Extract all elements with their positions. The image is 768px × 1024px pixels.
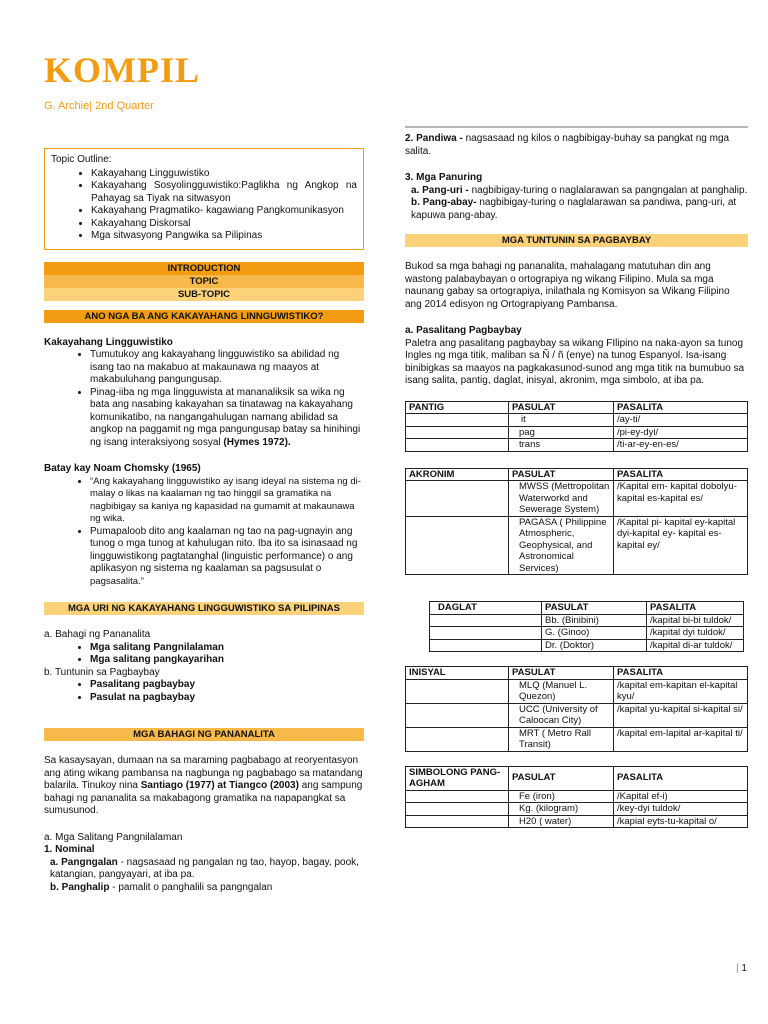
table-cell <box>430 639 542 652</box>
list-item: • “Ang kakayahang lingguwistiko ay isang ideyal na sistema ng di-malay o likas na kaalaman ng tao hinggil sa gramatika na nagbibigay sa kaniya ng kapasidad na gumamit at makaunawa ng wika. <box>90 476 364 526</box>
uri-a: a. Bahagi ng Pananalita <box>44 629 151 640</box>
daglat-table <box>429 601 744 652</box>
table-header: PASALITA <box>614 468 748 481</box>
table-cell: /Kapital pi- kapital ey-kapital dyi-kapital ey- kapital es- kapital ey/ <box>614 516 748 575</box>
table-row <box>406 790 748 803</box>
table-header: AKRONIM <box>406 468 509 481</box>
list-item: • Pasalitang pagbaybay <box>90 679 364 692</box>
topic-outline-list <box>51 168 357 243</box>
chomsky-heading-text: Batay kay Noam Chomsky <box>44 463 170 474</box>
table-cell: H20 ( water) <box>509 815 614 828</box>
table-cell: Kg. (kilogram) <box>509 803 614 816</box>
table-cell: PAGASA ( Philippine Atmospheric, Geophysical, and Astronomical Services) <box>509 516 614 575</box>
outline-item: • Kakayahang Diskorsal <box>91 218 357 231</box>
salitang-pangnilalaman: a. Mga Salitang Pangnilalaman <box>44 831 183 843</box>
table-cell <box>406 790 509 803</box>
bahagi-paragraph <box>44 755 364 818</box>
list-item <box>90 526 364 589</box>
table-cell: MLQ (Manuel L. Quezon) <box>509 679 614 703</box>
table-cell: /kapital bi-bi tuldok/ <box>647 614 744 627</box>
table-cell <box>406 439 509 452</box>
table-header-row <box>406 667 748 680</box>
table-cell: Fe (iron) <box>509 790 614 803</box>
table-header: PASALITA <box>614 766 748 790</box>
table-header-row <box>406 468 748 481</box>
table-header: PASULAT <box>509 401 614 414</box>
kakayahang-heading: Kakayahang Lingguwistiko <box>44 336 173 348</box>
bahagi-citation: Santiago (1977) at Tiangco (2003) <box>140 780 299 791</box>
list-item: • Mga salitang Pangnilalaman <box>90 642 364 655</box>
table-header: SIMBOLONG PANG-AGHAM <box>406 766 509 790</box>
header-rule <box>405 126 748 128</box>
table-cell: /Kapital em- kapital dobolyu-kapital es-kapital es/ <box>614 481 748 517</box>
pangngalan-def <box>44 857 364 882</box>
pantig-table <box>405 401 748 452</box>
table-header: PASULAT <box>509 667 614 680</box>
chomsky-list <box>44 476 364 589</box>
page-number <box>736 963 747 976</box>
right-column <box>405 133 748 828</box>
panguri-text: nagbibigay-turing o naglalarawan sa pangngalan at panghalip. <box>468 184 748 196</box>
table-row <box>406 481 748 517</box>
pasalitang-text: Paletra ang pasalitang pagbaybay sa wikang FIlipino na naka-ayon sa tunog Ingles ng mga titik, maliban sa Ñ / ñ (enye) na tunog Espanyol. Isa-isang binibigkas sa maayos na pagkakasunod-sunod ang mga titik na bumubuo sa isang salita, pantig, daglat, inisyal, akronim, mga simbolo, at iba pa. <box>405 337 745 386</box>
page-separator: | <box>736 963 739 974</box>
list-item-end: pagsasalita.” <box>90 575 144 587</box>
pangabay-term: b. Pang-abay- <box>411 197 477 208</box>
table-cell: /pi-ey-dyi/ <box>614 426 748 439</box>
table-header: PASULAT <box>509 468 614 481</box>
pangabay-def <box>405 197 748 222</box>
table-cell: Bb. (Binibini) <box>542 614 647 627</box>
table-cell: MWSS (Mettropolitan Waterworkd and Sewerage System) <box>509 481 614 517</box>
nominal-heading: 1. Nominal <box>44 844 95 855</box>
table-cell <box>406 727 509 751</box>
table-cell <box>406 414 509 427</box>
table-header: PASALITA <box>614 401 748 414</box>
section-bar-linguistiko: ANO NGA BA ANG KAKAYAHANG LINNGUWISTIKO? <box>44 310 364 323</box>
table-cell: /kapital em-lapital ar-kapital ti/ <box>614 727 748 751</box>
table-cell: MRT ( Metro Rall Transit) <box>509 727 614 751</box>
pandiwa-term: 2. Pandiwa - <box>405 133 463 144</box>
table-header-row <box>430 602 744 615</box>
table-header: INISYAL <box>406 667 509 680</box>
pangabay-text: nagbibigay-turing o naglalarawan sa pandiwa, pang-uri, at kapuwa pang-abay. <box>411 197 737 221</box>
uri-b-list <box>44 679 364 704</box>
pangngalan-term: a. Pangngalan <box>50 856 118 868</box>
table-row <box>430 627 744 640</box>
table-row <box>406 426 748 439</box>
table-header: PANTIG <box>406 401 509 414</box>
table-cell <box>406 426 509 439</box>
table-cell: /kapital dyi tuldok/ <box>647 627 744 640</box>
pandiwa-def <box>405 133 748 158</box>
inisyal-table <box>405 666 748 752</box>
document-title: KOMPIL <box>44 50 200 90</box>
table-cell: it <box>509 414 614 427</box>
table-row <box>406 516 748 575</box>
table-row <box>430 614 744 627</box>
panguri-term: a. Pang-uri - <box>411 184 469 196</box>
table-header: PASULAT <box>509 766 614 790</box>
table-cell <box>430 614 542 627</box>
table-header: PASALITA <box>647 602 744 615</box>
simbolo-table <box>405 766 748 829</box>
table-cell <box>406 703 509 727</box>
table-cell: /ti-ar-ey-en-es/ <box>614 439 748 452</box>
topic-outline-heading: Topic Outline: <box>51 154 112 165</box>
table-row <box>406 727 748 751</box>
chomsky-heading <box>44 463 364 476</box>
panguri-def <box>405 185 748 198</box>
table-row <box>406 439 748 452</box>
list-item: • Tumutukoy ang kakayahang lingguwistiko sa abilidad ng isang tao na makabuo at makaunawa ng maayos at makabuluhang pangungusap. <box>90 349 364 387</box>
table-header-row <box>406 401 748 414</box>
document-subtitle: G. Archie| 2nd Quarter <box>44 100 154 112</box>
outline-item: • Kakayahang Lingguwistiko <box>91 168 357 181</box>
panghalip-def <box>44 882 364 895</box>
section-bar-tuntunin: MGA TUNTUNIN SA PAGBAYBAY <box>405 234 748 247</box>
table-cell: /ay-ti/ <box>614 414 748 427</box>
list-item: • Mga salitang pangkayarihan <box>90 654 364 667</box>
list-item-text: Pumapaloob dito ang kaalaman ng tao na pag-ugnayin ang tunog o mga tunog at kahulugan nito. Iba ito sa isinasaad ng lingguwistikong pagtatanghal (linguistic performance) o ang aplikasyon ng sistema ng kaalaman sa pagsusulat o <box>90 525 358 574</box>
table-cell <box>406 679 509 703</box>
section-bar-bahagi: MGA BAHAGI NG PANANALITA <box>44 728 364 741</box>
outline-item: • Kakayahang Sosyolingguwistiko:Paglikha ng Angkop na Pahayag sa Tiyak na sitwasyon <box>91 180 357 205</box>
table-row <box>406 803 748 816</box>
table-cell <box>406 481 509 517</box>
table-cell: /kapital em-kapitan el-kapital kyu/ <box>614 679 748 703</box>
legend-topic: TOPIC <box>44 275 364 288</box>
table-cell: /kapial eyts-tu-kapital o/ <box>614 815 748 828</box>
outline-item: • Kakayahang Pragmatiko- kagawiang Pangkomunikasyon <box>91 205 357 218</box>
list-item-text: Pinag-iiba ng mga lingguwista at mananaliksik sa wika ng bata ang nasabing kakayahan sa tinatawag na kakayahang komunikatibo, na nangangahulugan namang abilidad sa angkop na paggamit ng mga pangungusap batay sa hinihingi ng isang interaksiyong sosyal <box>90 386 361 448</box>
section-bar-uri: MGA URI NG KAKAYAHANG LINGGUWISTIKO SA PILIPINAS <box>44 602 364 615</box>
panuring-heading: 3. Mga Panuring <box>405 172 483 183</box>
pasalitang-heading: a. Pasalitang Pagbaybay <box>405 325 522 336</box>
tuntunin-intro: Bukod sa mga bahagi ng pananalita, mahalagang matutuhan din ang wastong palabaybayan o ortograpiya ng wikang Filipino. Mula sa mga naunang gabay sa ortograpiya, inilathala ng Komisyon sa Wikang Filipino ang 2014 edisyon ng Ortograpiyang Pambansa. <box>405 261 730 310</box>
uri-a-list <box>44 642 364 667</box>
panghalip-text: - pamalit o panghalili sa pangngalan <box>109 881 273 893</box>
table-cell: /key-dyi tuldok/ <box>614 803 748 816</box>
table-row <box>406 414 748 427</box>
table-header: PASULAT <box>542 602 647 615</box>
table-row <box>406 703 748 727</box>
topic-outline-box <box>44 148 364 250</box>
left-column <box>44 148 364 894</box>
bahagi-paragraph-end: ang sampung bahagi ng pananalita sa makabagong gramatika na napapangkat sa sumusunod. <box>44 780 363 816</box>
table-cell <box>406 803 509 816</box>
table-cell: /kapital di-ar tuldok/ <box>647 639 744 652</box>
table-cell: G. (Ginoo) <box>542 627 647 640</box>
kakayahang-list <box>44 349 364 449</box>
page-number-value: 1 <box>741 963 747 974</box>
table-cell <box>430 627 542 640</box>
pandiwa-text: nagsasaad ng kilos o nagbibigay-buhay sa pangkat ng mga salita. <box>405 133 730 157</box>
list-item: • Pasulat na pagbaybay <box>90 692 364 705</box>
akronim-table <box>405 468 748 576</box>
table-cell: UCC (University of Caloocan City) <box>509 703 614 727</box>
table-header: PASALITA <box>614 667 748 680</box>
legend-introduction: INTRODUCTION <box>44 262 364 275</box>
bahagi-paragraph-start: Sa kasaysayan, dumaan na sa maraming pagbabago at reoryentasyon ang ating wikang pambansa na nagbunga ng pagbabago sa matandang balarila. Tinukoy nina <box>44 755 363 791</box>
outline-item: • Mga sitwasyong Pangwika sa Pilipinas <box>91 230 357 243</box>
table-cell <box>406 516 509 575</box>
legend <box>44 262 364 301</box>
table-header-row <box>406 766 748 790</box>
chomsky-year: (1965) <box>171 463 201 474</box>
table-cell: /Kapital ef-i) <box>614 790 748 803</box>
table-cell: Dr. (Doktor) <box>542 639 647 652</box>
uri-b: b. Tuntunin sa Pagbaybay <box>44 666 160 678</box>
table-row <box>406 815 748 828</box>
table-cell: trans <box>509 439 614 452</box>
panghalip-term: b. Panghalip <box>50 881 110 893</box>
pangngalan-text: - nagsasaad ng pangalan ng tao, hayop, bagay, pook, katangian, pangyayari, at iba pa. <box>50 856 359 880</box>
table-cell: /kapital yu-kapital si-kapital si/ <box>614 703 748 727</box>
table-row <box>406 679 748 703</box>
table-cell: pag <box>509 426 614 439</box>
table-cell <box>406 815 509 828</box>
table-header: DAGLAT <box>430 602 542 615</box>
table-row <box>430 639 744 652</box>
list-item <box>90 387 364 450</box>
legend-subtopic: SUB-TOPIC <box>44 288 364 301</box>
citation: (Hymes 1972). <box>223 436 291 448</box>
